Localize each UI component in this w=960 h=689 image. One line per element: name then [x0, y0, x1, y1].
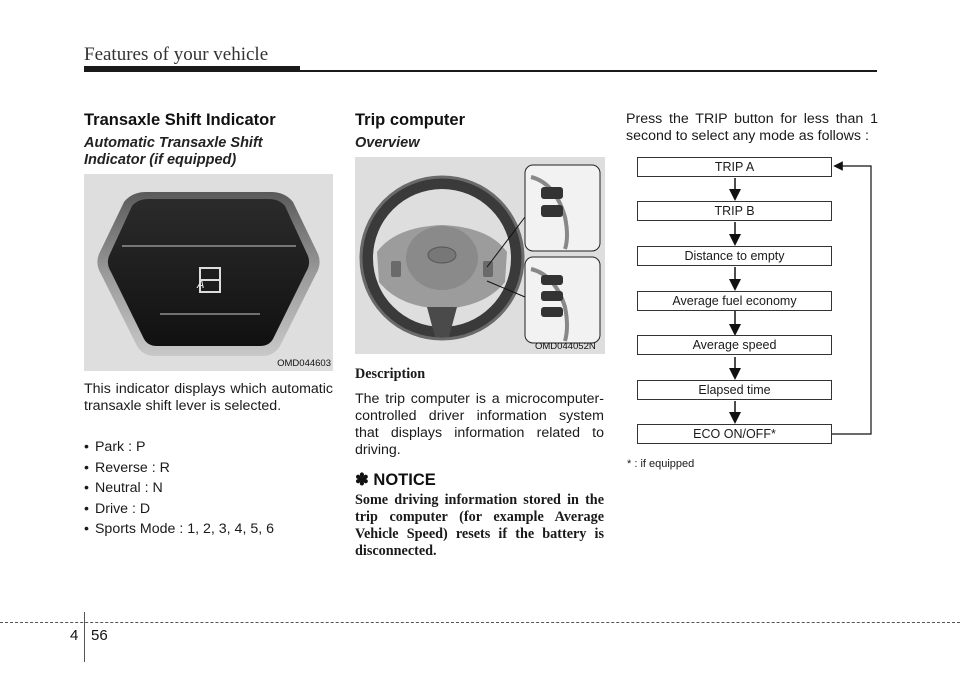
flow-box-trip-b: TRIP B	[637, 201, 832, 221]
shift-indicator-glyph: A	[197, 279, 205, 291]
subheading-overview: Overview	[355, 135, 420, 151]
flow-box-elapsed-time: Elapsed time	[637, 380, 832, 400]
cluster-illustration	[84, 174, 333, 371]
page-number: 56	[91, 627, 108, 644]
list-item: • Drive : D	[84, 499, 333, 520]
flow-box-trip-a: TRIP A	[637, 157, 832, 177]
notice-text: Some driving information stored in the trip computer (for example Average Vehicle Speed) resets if the battery is disconnected.	[355, 492, 604, 559]
footer-rule	[0, 622, 960, 623]
subheading-automatic-transaxle: Automatic Transaxle Shift Indicator (if equipped)	[84, 135, 263, 168]
flow-box-distance-to-empty: Distance to empty	[637, 246, 832, 266]
flow-box-average-speed: Average speed	[637, 335, 832, 355]
header-bar	[84, 66, 300, 72]
list-item: • Park : P	[84, 437, 333, 458]
trip-computer-description: The trip computer is a microcomputer-controlled driver information system that displays information related to driving.	[355, 391, 604, 458]
steering-wheel-illustration	[355, 157, 605, 354]
chapter-number: 4	[70, 627, 79, 644]
section-heading-trip-computer: Trip computer	[355, 111, 466, 129]
flow-box-average-fuel-economy: Average fuel economy	[637, 291, 832, 311]
list-item: • Sports Mode : 1, 2, 3, 4, 5, 6	[84, 519, 333, 540]
header-rule	[300, 70, 877, 72]
flow-footnote: * : if equipped	[627, 458, 695, 470]
shift-indicator-figure	[84, 174, 333, 371]
list-item: • Reverse : R	[84, 458, 333, 479]
figure-code: OMD044603	[277, 358, 331, 369]
notice-heading: ✽ NOTICE	[355, 471, 436, 489]
section-heading-transaxle: Transaxle Shift Indicator	[84, 111, 276, 129]
steering-wheel-figure	[355, 157, 605, 354]
shift-modes-list	[84, 437, 333, 540]
list-item: • Neutral : N	[84, 478, 333, 499]
page-header-title: Features of your vehicle	[84, 44, 269, 65]
figure-code: OMD044052N	[535, 341, 596, 352]
description-heading: Description	[355, 366, 426, 382]
indicator-description: This indicator displays which automatic transaxle shift lever is selected.	[84, 381, 333, 414]
trip-button-intro: Press the TRIP button for less than 1 second to select any mode as follows :	[626, 111, 878, 144]
flow-box-eco-on-off: ECO ON/OFF*	[637, 424, 832, 444]
footer-divider	[84, 612, 85, 662]
